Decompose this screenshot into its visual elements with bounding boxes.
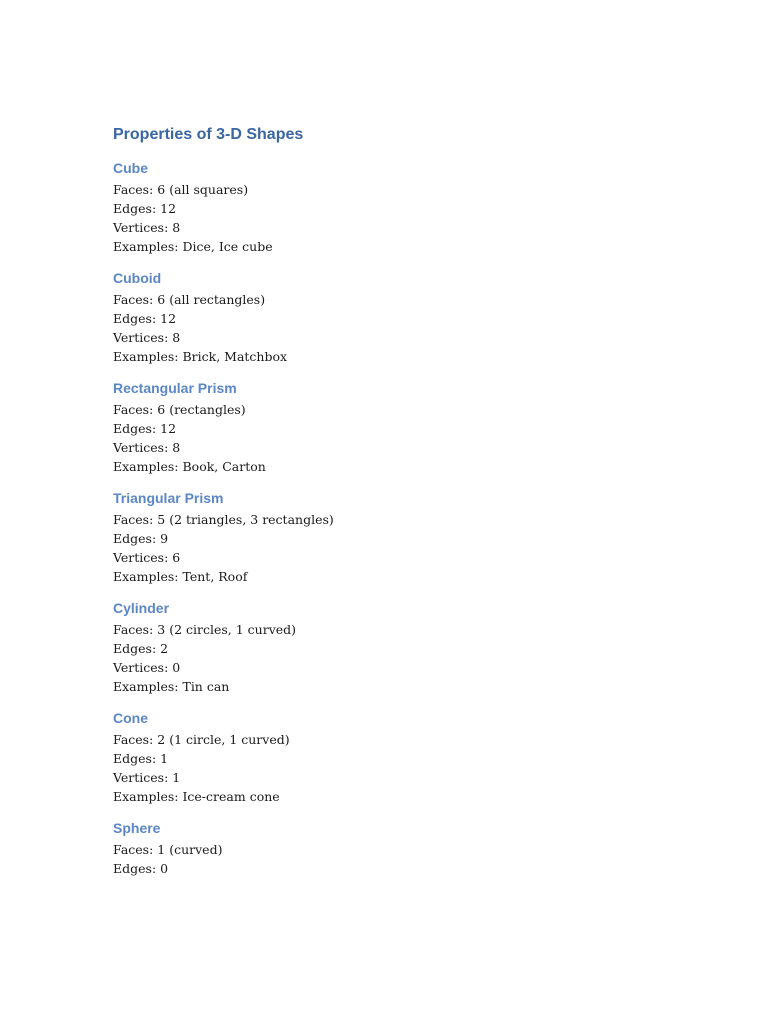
section-triangular-prism	[113, 488, 713, 586]
section-heading: Cone	[113, 710, 148, 726]
section-cube	[113, 158, 713, 256]
document-page	[113, 124, 713, 878]
vertices-line: Vertices: 8	[113, 440, 181, 455]
examples-line: Examples: Tin can	[113, 679, 230, 694]
section-cuboid	[113, 268, 713, 366]
edges-line: Edges: 0	[113, 861, 169, 876]
vertices-line: Vertices: 6	[113, 550, 181, 565]
faces-line: Faces: 2 (1 circle, 1 curved)	[113, 732, 290, 747]
examples-line: Examples: Tent, Roof	[113, 569, 248, 584]
section-heading: Triangular Prism	[113, 490, 224, 506]
faces-line: Faces: 6 (rectangles)	[113, 402, 246, 417]
vertices-line: Vertices: 8	[113, 220, 181, 235]
examples-line: Examples: Ice-cream cone	[113, 789, 280, 804]
section-cone	[113, 708, 713, 806]
section-heading: Rectangular Prism	[113, 380, 237, 396]
edges-line: Edges: 2	[113, 641, 169, 656]
section-heading: Sphere	[113, 820, 161, 836]
edges-line: Edges: 12	[113, 311, 177, 326]
document-title: Properties of 3-D Shapes	[113, 126, 304, 143]
edges-line: Edges: 12	[113, 201, 177, 216]
edges-line: Edges: 1	[113, 751, 169, 766]
edges-line: Edges: 12	[113, 421, 177, 436]
edges-line: Edges: 9	[113, 531, 169, 546]
examples-line: Examples: Dice, Ice cube	[113, 239, 273, 254]
faces-line: Faces: 6 (all squares)	[113, 182, 249, 197]
examples-line: Examples: Book, Carton	[113, 459, 266, 474]
section-rectangular-prism	[113, 378, 713, 476]
section-heading: Cuboid	[113, 270, 162, 286]
vertices-line: Vertices: 0	[113, 660, 181, 675]
section-sphere	[113, 818, 713, 878]
faces-line: Faces: 3 (2 circles, 1 curved)	[113, 622, 297, 637]
faces-line: Faces: 1 (curved)	[113, 842, 223, 857]
section-cylinder	[113, 598, 713, 696]
vertices-line: Vertices: 8	[113, 330, 181, 345]
section-heading: Cylinder	[113, 600, 170, 616]
vertices-line: Vertices: 1	[113, 770, 181, 785]
faces-line: Faces: 6 (all rectangles)	[113, 292, 266, 307]
examples-line: Examples: Brick, Matchbox	[113, 349, 288, 364]
section-heading: Cube	[113, 160, 148, 176]
faces-line: Faces: 5 (2 triangles, 3 rectangles)	[113, 512, 334, 527]
